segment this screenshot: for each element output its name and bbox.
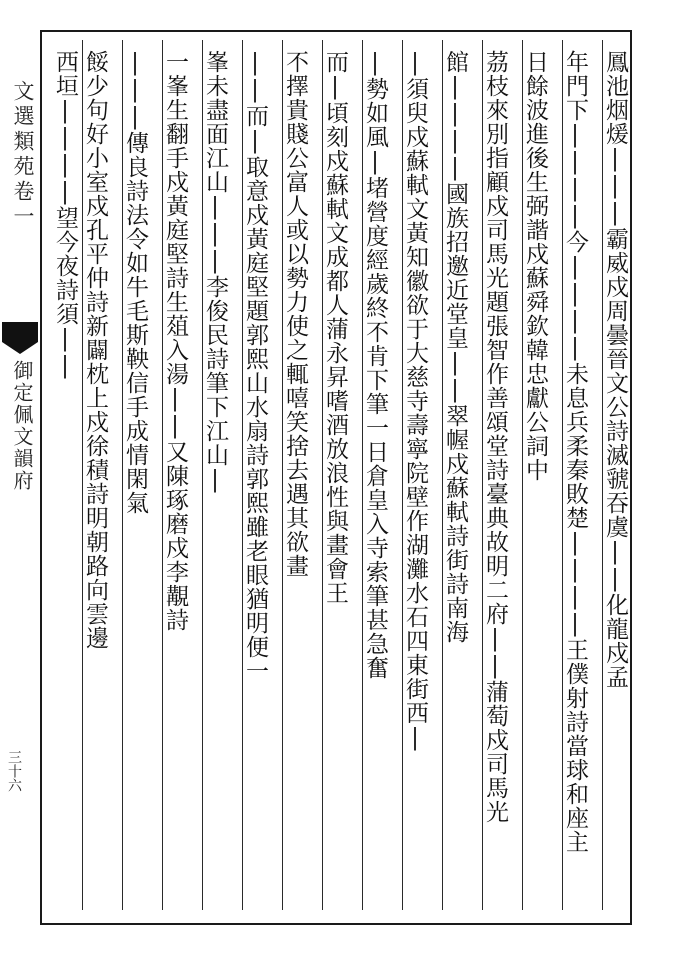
text-column-4: 茘枝來別指顧戍司馬光題張智作善頌堂詩臺典故明二府||蒲萄戍司馬光 (482, 50, 508, 824)
text-column-1: 鳳池烟煖|||霸威戍周曇晉文公詩滅虢吞虞||化龍戍孟 (602, 50, 628, 689)
text-column-3: 日餘波進後生弼諧戍蘇舜欽韓忠獻公詞中 (522, 50, 548, 482)
text-column-14: 餒少句好小室戍孔平仲詩新闢枕上戍徐積詩明朝路向雲邊 (82, 50, 108, 650)
text-column-15: 西垣||||望今夜詩須|| (52, 50, 78, 380)
fishtail-mark (2, 322, 38, 342)
page-margin (0, 30, 38, 925)
book-name: 御定佩文韻府 (10, 360, 34, 492)
margin-title: 文選類苑卷一 (11, 80, 35, 230)
text-column-8: 而|頃刻戍蘇軾文成都人蒲永昇嗜酒放浪性與畫會王 (322, 50, 348, 605)
page-number: 三十六 (6, 750, 22, 792)
text-column-11: 峯未盡面江山|||李俊民詩筆下江山| (202, 50, 228, 494)
text-column-12: 一峯生翻手戍黃庭堅詩生葅入湯||又陳琢磨戍李覯詩 (162, 50, 188, 632)
fishtail-notch (2, 342, 38, 354)
text-column-13: |||傳良詩法令如牛毛斯鞅信手成情閑氣 (122, 50, 148, 515)
text-column-6: |須臾戍蘇軾文黃知徽欲于大慈寺壽寧院壁作湖灘水石四東街西| (402, 50, 428, 752)
text-column-7: |勢如風|堵營度經歲終不肯下筆一日倉皇入寺索筆甚急奮 (362, 50, 388, 680)
text-column-5: 館||||國族招邀近堂皇||翠幄戍蘇軾詩街詩南海 (442, 50, 468, 644)
text-column-10: ||而|取意戍黃庭堅題郭熙山水扇詩郭熙雖老眼猶明便一 (242, 50, 268, 683)
text-column-2: 年門下||||今||||未息兵柔秦敗楚||||王僕射詩當球和座主 (562, 50, 588, 854)
text-column-9: 不擇貴賤公富人或以勢力使之輒嘻笑捨去遇其欲畫 (282, 50, 308, 578)
